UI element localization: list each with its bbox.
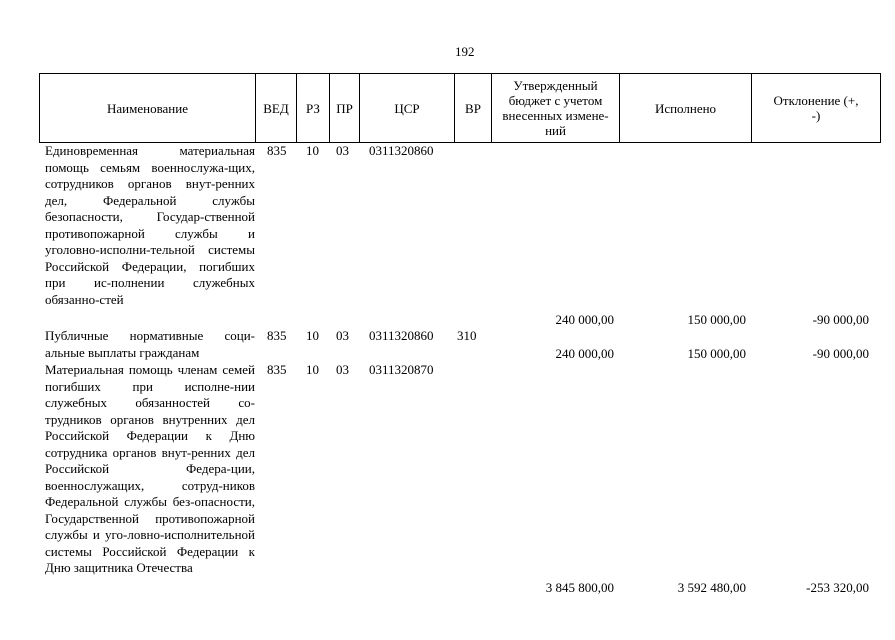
table-header [39, 73, 881, 143]
row-pr: 03 [336, 362, 349, 377]
header-name: Наименование [39, 74, 255, 142]
row-name: Единовременная материальная помощь семьям военнослужа-щих, сотрудников органов внут-ренних дел, Федеральной службы безопасности, Государ-ственной противопожарной службы и уголовно-исполни-тельной системы Российской Федерации, погибших при ис-полнении служебных обязанно-стей [45, 143, 255, 307]
row-approved: 240 000,00 [555, 312, 614, 327]
row-ved: 835 [267, 143, 287, 158]
row-executed: 150 000,00 [687, 312, 746, 327]
row-ved: 835 [267, 362, 287, 377]
header-rz: РЗ [296, 74, 329, 142]
row-csr: 0311320870 [369, 362, 434, 377]
header-approved: Утвержденный бюджет с учетом внесенных измене-ний [491, 74, 619, 142]
row-rz: 10 [306, 143, 319, 158]
header-pr: ПР [329, 74, 359, 142]
header-executed: Исполнено [619, 74, 751, 142]
row-approved: 240 000,00 [555, 346, 614, 361]
row-deviation: -90 000,00 [812, 346, 869, 361]
row-executed: 150 000,00 [687, 346, 746, 361]
header-csr: ЦСР [359, 74, 454, 142]
row-csr: 0311320860 [369, 143, 434, 158]
row-pr: 03 [336, 143, 349, 158]
row-rz: 10 [306, 328, 319, 343]
row-executed: 3 592 480,00 [677, 580, 746, 595]
row-name: Материальная помощь членам семей погибших при исполне-нии служебных обязанностей со-трудников органов внутренних дел Российской Федерации к Дню сотрудника органов внут-ренних дел Российской Федера-ции, военнослужащих, сотруд-ников Федеральной службы без-опасности, Государственной противопожарной службы и уго-ловно-исполнительной системы Российской Федерации к Дню защитника Отечества [45, 362, 255, 575]
row-vr: 310 [457, 328, 477, 343]
row-rz: 10 [306, 362, 319, 377]
header-deviation: Отклонение (+, -) [751, 74, 881, 142]
row-name: Публичные нормативные соци-альные выплаты гражданам [45, 328, 255, 360]
row-deviation: -253 320,00 [806, 580, 869, 595]
row-csr: 0311320860 [369, 328, 434, 343]
row-deviation: -90 000,00 [812, 312, 869, 327]
header-ved: ВЕД [255, 74, 296, 142]
header-vr: ВР [454, 74, 491, 142]
page-number: 192 [455, 44, 475, 59]
row-approved: 3 845 800,00 [545, 580, 614, 595]
row-ved: 835 [267, 328, 287, 343]
row-pr: 03 [336, 328, 349, 343]
